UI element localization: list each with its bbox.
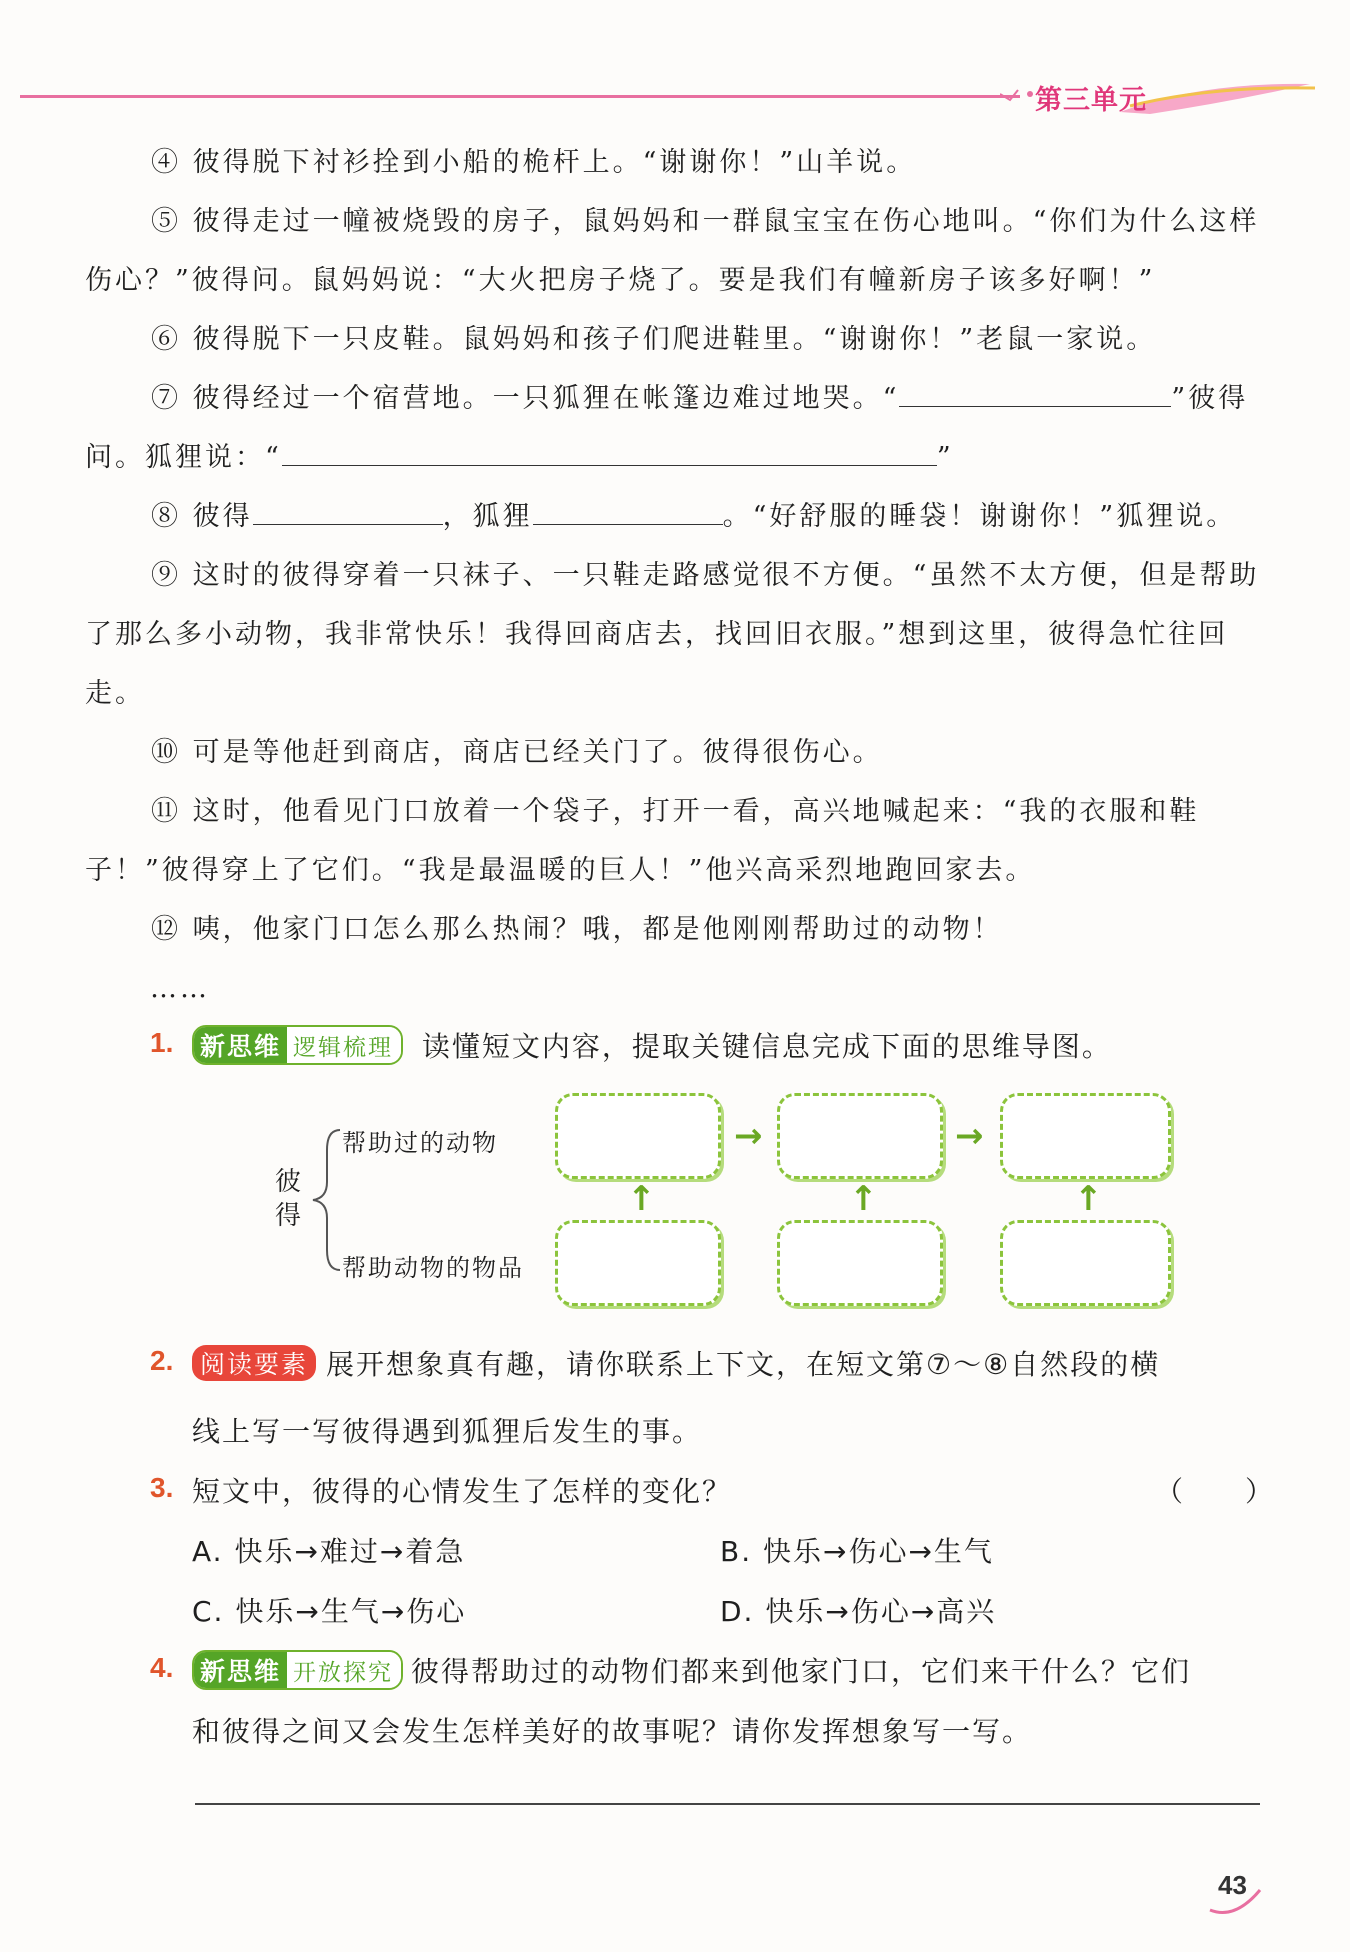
- paragraph-6: ⑥ 彼得脱下一只皮鞋。鼠妈妈和孩子们爬进鞋里。“谢谢你！”老鼠一家说。: [151, 324, 1157, 355]
- question-2-text-b: 线上写一写彼得遇到狐狸后发生的事。: [192, 1415, 703, 1448]
- mindmap-branch-items: 帮助动物的物品: [342, 1254, 524, 1282]
- question-4-text-a: 彼得帮助过的动物们都来到他家门口，它们来干什么？它们: [411, 1655, 1192, 1688]
- option-a[interactable]: A. 快乐→难过→着急: [192, 1535, 466, 1568]
- fox-dialog-blank-2[interactable]: [282, 439, 937, 466]
- arrow-right-icon: →: [955, 1116, 984, 1156]
- mindmap-animal-box-3[interactable]: [1000, 1093, 1171, 1179]
- new-thinking-badge: [192, 1650, 403, 1690]
- arrow-up-icon: ↑: [1074, 1179, 1103, 1219]
- badge-label: 新思维: [194, 1652, 287, 1688]
- answer-writing-line[interactable]: [195, 1803, 1260, 1805]
- question-2: [192, 1343, 1160, 1383]
- question-1-text: 读懂短文内容，提取关键信息完成下面的思维导图。: [421, 1030, 1112, 1063]
- mindmap-root: 彼得: [274, 1167, 301, 1231]
- badge-sublabel: 开放探究: [287, 1652, 401, 1688]
- question-2-number: 2.: [150, 1345, 174, 1376]
- mindmap-branch-animals: 帮助过的动物: [342, 1129, 498, 1157]
- header-rule: [20, 95, 1020, 98]
- option-c[interactable]: C. 快乐→生气→伤心: [192, 1595, 467, 1628]
- arrow-up-icon: ↑: [849, 1179, 878, 1219]
- paragraph-8-part-a: ⑧ 彼得: [151, 501, 253, 532]
- question-4: [192, 1650, 1191, 1690]
- paragraph-9: ⑨ 这时的彼得穿着一只袜子、一只鞋走路感觉很不方便。“虽然不太方便，但是帮助了那么多小动物，我非常快乐！我得回商店去，找回旧衣服。”想到这里，彼得急忙往回走。: [85, 560, 1260, 709]
- option-d[interactable]: D. 快乐→伤心→高兴: [720, 1595, 997, 1628]
- paragraph-7-part-c: ”: [936, 442, 954, 473]
- mindmap-item-box-3[interactable]: [1000, 1220, 1171, 1306]
- badge-sublabel: 逻辑梳理: [287, 1027, 401, 1063]
- paragraph-8-part-c: 。“好舒服的睡袋！谢谢你！”狐狸说。: [722, 501, 1237, 532]
- page-number: 43: [1218, 1870, 1247, 1900]
- question-4-text-b: 和彼得之间又会发生怎样美好的故事呢？请你发挥想象写一写。: [192, 1715, 1033, 1748]
- new-thinking-badge: [192, 1025, 403, 1065]
- mindmap-item-box-1[interactable]: [555, 1220, 721, 1306]
- question-3-text: 短文中，彼得的心情发生了怎样的变化？: [192, 1475, 733, 1508]
- paragraph-7: [85, 369, 1265, 487]
- paragraph-7-part-a: ⑦ 彼得经过一个宿营地。一只狐狸在帐篷边难过地哭。“: [151, 383, 900, 414]
- story-ellipsis: ……: [150, 973, 210, 1004]
- paragraph-8: [85, 487, 1265, 546]
- mindmap-item-box-2[interactable]: [777, 1220, 943, 1306]
- question-4-number: 4.: [150, 1652, 174, 1683]
- arrow-right-icon: →: [734, 1116, 763, 1156]
- peter-action-blank[interactable]: [253, 498, 443, 525]
- question-2-text-a: 展开想象真有趣，请你联系上下文，在短文第⑦～⑧自然段的横: [326, 1348, 1161, 1381]
- paragraph-7-part-b: ”彼得问。狐狸说：“: [85, 383, 1249, 473]
- paragraph-11: ⑪ 这时，他看见门口放着一个袋子，打开一看，高兴地喊起来：“我的衣服和鞋子！”彼得穿上了它们。“我是最温暖的巨人！”他兴高采烈地跑回家去。: [85, 796, 1200, 886]
- answer-bracket[interactable]: （ ）: [1155, 1475, 1276, 1508]
- question-3-number: 3.: [150, 1472, 174, 1503]
- mindmap-brace: [305, 1120, 345, 1280]
- badge-label: 新思维: [194, 1027, 287, 1063]
- paragraph-12: ⑫ 咦，他家门口怎么那么热闹？哦，都是他刚刚帮助过的动物！: [151, 914, 1003, 945]
- mindmap-animal-box-2[interactable]: [777, 1093, 943, 1179]
- unit-title: 第三单元: [1035, 85, 1147, 116]
- fox-dialog-blank-1[interactable]: [899, 380, 1171, 407]
- option-b[interactable]: B. 快乐→伤心→生气: [720, 1535, 994, 1568]
- question-1: [192, 1025, 1112, 1065]
- mindmap-animal-box-1[interactable]: [555, 1093, 721, 1179]
- paragraph-5: ⑤ 彼得走过一幢被烧毁的房子，鼠妈妈和一群鼠宝宝在伤心地叫。“你们为什么这样伤心？”彼得问。鼠妈妈说：“大火把房子烧了。要是我们有幢新房子该多好啊！”: [85, 206, 1260, 296]
- paragraph-10: ⑩ 可是等他赶到商店，商店已经关门了。彼得很伤心。: [151, 737, 883, 768]
- question-1-number: 1.: [150, 1027, 174, 1058]
- reading-element-badge: 阅读要素: [192, 1345, 316, 1381]
- arrow-up-icon: ↑: [627, 1179, 656, 1219]
- paragraph-4: ④ 彼得脱下衬衫拴到小船的桅杆上。“谢谢你！”山羊说。: [151, 147, 917, 178]
- paragraph-8-part-b: ，狐狸: [442, 501, 533, 532]
- fox-action-blank[interactable]: [533, 498, 723, 525]
